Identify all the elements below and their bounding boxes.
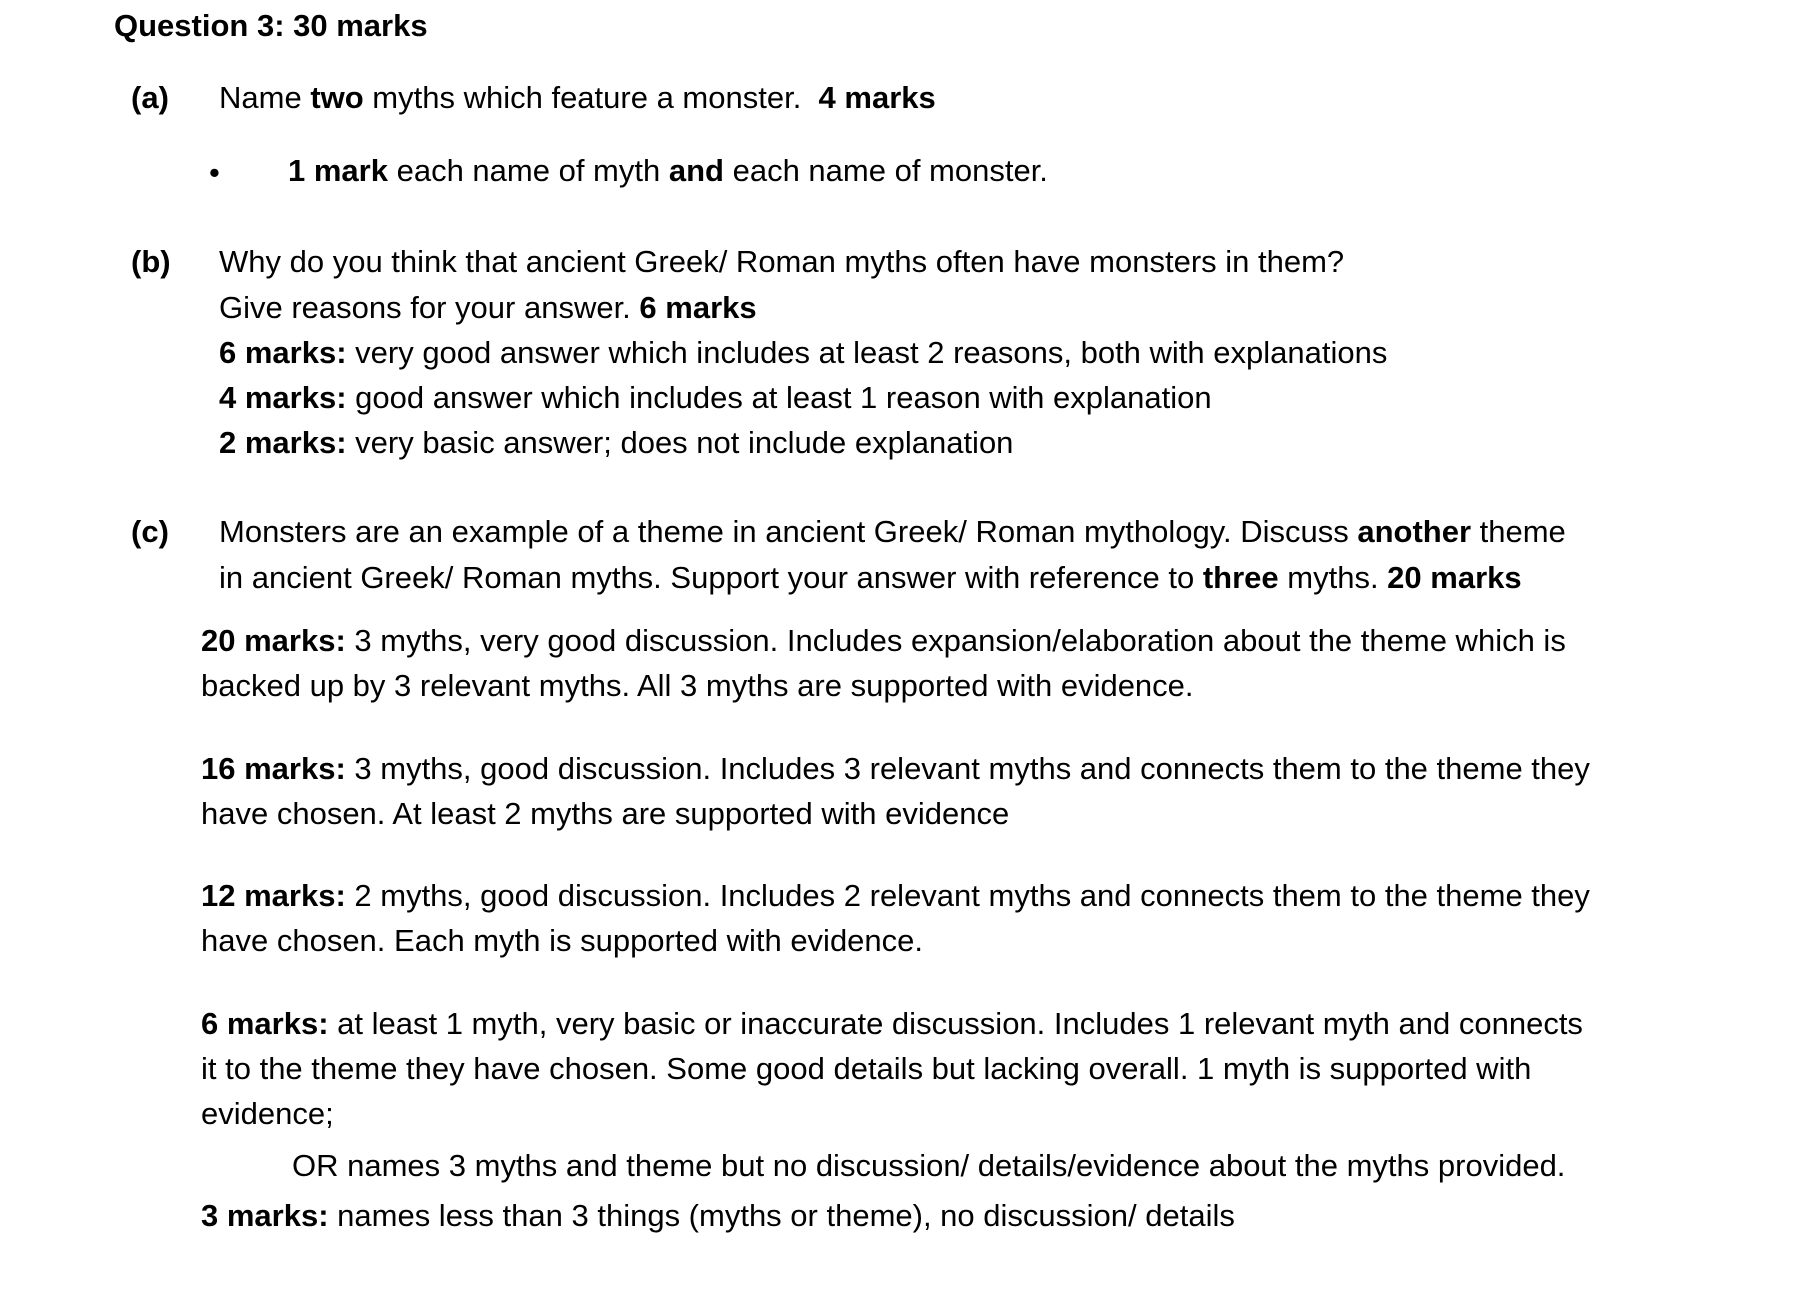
part-b-criteria-6: 6 marks: very good answer which includes at least 2 reasons, both with explanations <box>219 335 1388 370</box>
bullet-icon: • <box>209 155 220 190</box>
part-b-label: (b) <box>131 244 171 279</box>
part-c-criteria-12-line2: have chosen. Each myth is supported with evidence. <box>201 923 924 958</box>
part-b-question-line2: Give reasons for your answer. 6 marks <box>219 290 757 325</box>
part-b-criteria-2: 2 marks: very basic answer; does not include explanation <box>219 425 1014 460</box>
part-a-question: Name two myths which feature a monster. 4 marks <box>219 80 936 115</box>
part-c-label: (c) <box>131 514 169 549</box>
part-c-criteria-6-line1: 6 marks: at least 1 myth, very basic or inaccurate discussion. Includes 1 relevant myth and connects <box>201 1006 1583 1041</box>
part-c-criteria-6-line2: it to the theme they have chosen. Some good details but lacking overall. 1 myth is supported with <box>201 1051 1532 1086</box>
part-c-criteria-20-line2: backed up by 3 relevant myths. All 3 myths are supported with evidence. <box>201 668 1194 703</box>
part-a-label: (a) <box>131 80 169 115</box>
part-c-criteria-6-or: OR names 3 myths and theme but no discussion/ details/evidence about the myths provided. <box>292 1148 1566 1183</box>
part-c-criteria-16-line2: have chosen. At least 2 myths are supported with evidence <box>201 796 1010 831</box>
part-c-question-line2: in ancient Greek/ Roman myths. Support your answer with reference to three myths. 20 marks <box>219 560 1522 595</box>
part-a-criteria: 1 mark each name of myth and each name of monster. <box>288 153 1048 188</box>
part-c-criteria-6-line3: evidence; <box>201 1096 334 1131</box>
part-c-criteria-16-line1: 16 marks: 3 myths, good discussion. Includes 3 relevant myths and connects them to the theme they <box>201 751 1590 786</box>
part-b-criteria-4: 4 marks: good answer which includes at least 1 reason with explanation <box>219 380 1212 415</box>
part-c-criteria-20-line1: 20 marks: 3 myths, very good discussion. Includes expansion/elaboration about the theme which is <box>201 623 1566 658</box>
part-b-question-line1: Why do you think that ancient Greek/ Roman myths often have monsters in them? <box>219 244 1345 279</box>
part-c-question-line1: Monsters are an example of a theme in ancient Greek/ Roman mythology. Discuss another theme <box>219 514 1566 549</box>
question-heading: Question 3: 30 marks <box>114 8 428 43</box>
part-c-criteria-12-line1: 12 marks: 2 myths, good discussion. Includes 2 relevant myths and connects them to the theme they <box>201 878 1590 913</box>
part-c-criteria-3: 3 marks: names less than 3 things (myths or theme), no discussion/ details <box>201 1198 1235 1233</box>
